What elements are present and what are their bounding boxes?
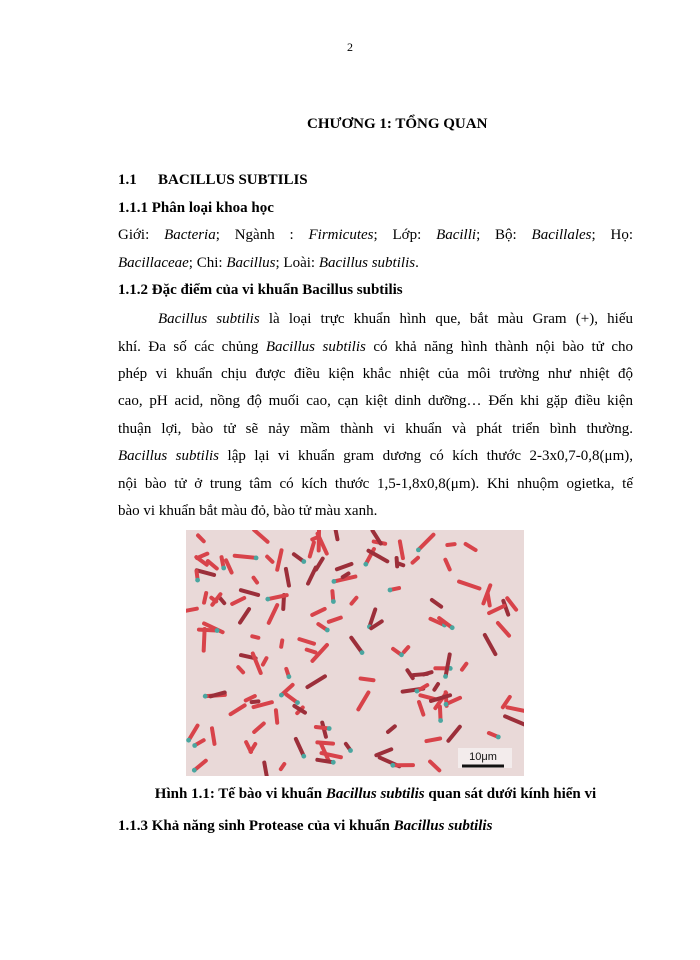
- micrograph-figure: [186, 530, 524, 776]
- section-title: BACILLUS SUBTILIS: [158, 172, 308, 188]
- spore: [301, 559, 306, 564]
- page-number: 2: [347, 40, 353, 54]
- spore: [360, 650, 365, 655]
- spore: [192, 768, 197, 773]
- spore: [331, 760, 336, 765]
- spore: [279, 693, 284, 698]
- spore: [332, 579, 337, 584]
- spore: [331, 599, 336, 604]
- paragraph-line-2: khí. Đa số các chủng Bacillus subtilis có khả năng hình thành nội bào tử cho: [118, 339, 633, 355]
- spore: [415, 689, 420, 694]
- paragraph-line-3: phép vi khuẩn chịu được điều kiện khắc nhiệt của môi trường như nhiệt độ: [118, 366, 633, 382]
- spore: [325, 628, 330, 633]
- spore: [399, 652, 404, 657]
- paragraph-line-6: Bacillus subtilis lập lại vi khuẩn gram dương có kích thước 2-3x0,7-0,8(μm),: [118, 448, 633, 464]
- paragraph-line-4: cao, pH acid, nồng độ muối cao, cạn kiệt dinh dưỡng… Đến khi gặp điều kiện: [118, 393, 633, 409]
- spore: [295, 700, 300, 705]
- spore: [215, 628, 220, 633]
- spore: [496, 735, 501, 740]
- chapter-title: CHƯƠNG 1: TỔNG QUAN: [307, 116, 488, 132]
- spore: [388, 588, 393, 593]
- spore: [265, 597, 270, 602]
- spore: [443, 674, 448, 679]
- spore: [444, 702, 449, 707]
- spore: [363, 562, 368, 567]
- section-heading-1-1-3: 1.1.3 Khả năng sinh Protease của vi khuẩn Bacillus subtilis: [118, 818, 493, 834]
- section-heading-1-1-1: 1.1.1 Phân loại khoa học: [118, 200, 274, 216]
- spore: [192, 743, 197, 748]
- spore: [348, 748, 353, 753]
- spore: [287, 674, 292, 679]
- taxonomy-line-1: Giới: Bacteria; Ngành : Firmicutes; Lớp: Bacilli; Bộ: Bacillales; Họ:: [118, 227, 634, 243]
- spore: [416, 548, 421, 553]
- spore: [186, 738, 191, 743]
- spore: [327, 726, 332, 731]
- scale-label: 10μm: [469, 751, 497, 763]
- figure-caption: Hình 1.1: Tế bào vi khuẩn Bacillus subtilis quan sát dưới kính hiển vi: [154, 786, 597, 802]
- paragraph-line-5: thuận lợi, bào tử sẽ nảy mầm thành vi khuẩn và phát triển bình thường.: [118, 421, 633, 437]
- paragraph-line-1: Bacillus subtilis là loại trực khuẩn hình que, bắt màu Gram (+), hiếu: [158, 311, 633, 327]
- paragraph-line-7: nội bào tử ở trung tâm có kích thước 1,5-1,8x0,8(μm). Khi nhuộm ogietka, tế: [118, 476, 634, 492]
- paragraph-line-8: bào vi khuẩn bắt màu đỏ, bào tử màu xanh.: [118, 503, 378, 519]
- spore: [254, 556, 259, 561]
- spore: [203, 694, 208, 699]
- section-heading-1-1-2: 1.1.2 Đặc điểm của vi khuẩn Bacillus subtilis: [118, 282, 403, 298]
- spore: [221, 566, 226, 571]
- section-heading-1-1: [118, 172, 308, 189]
- spore: [301, 754, 306, 759]
- taxonomy-line-2: Bacillaceae; Chi: Bacillus; Loài: Bacillus subtilis.: [118, 255, 419, 271]
- micrograph-image: [186, 530, 524, 776]
- spore: [195, 578, 200, 583]
- section-number: 1.1: [118, 172, 137, 188]
- spore: [390, 763, 395, 768]
- spore: [438, 718, 443, 723]
- bacterium-rod: [317, 530, 321, 552]
- spore: [450, 625, 455, 630]
- micrograph-background: [186, 530, 524, 776]
